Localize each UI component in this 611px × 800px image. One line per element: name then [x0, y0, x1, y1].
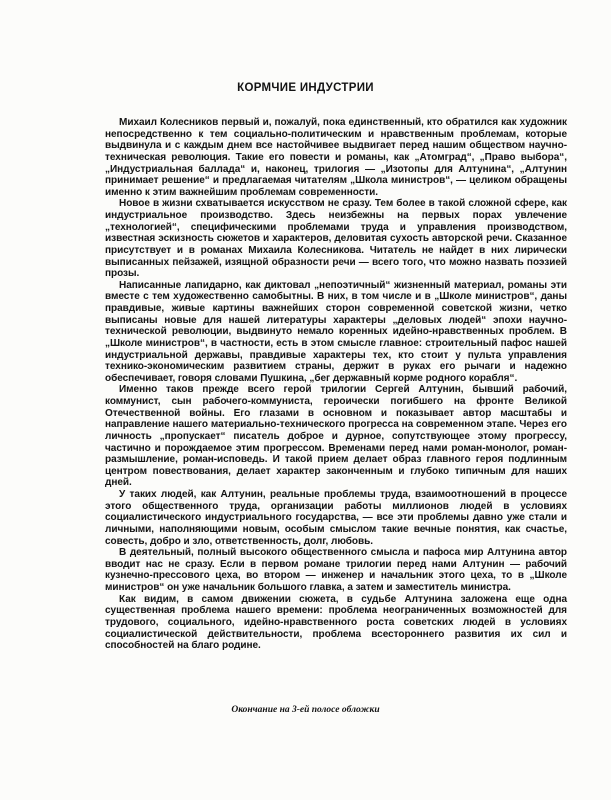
- paragraph: Написанные лапидарно, как диктовал „непоэтичный“ жизненный материал, романы эти вместе с тем художественно самобытны. В них, в том числе и в „Школе министров“, даны правдивые, живые картины важнейших сторон современной советской жизни, четко выписаны новые для нашей литературы характеры „деловых людей“ эпохи научно-технической революции, выдвинуто немало коренных идейно-нравственных проблем. В „Школе министров“, в частности, есть в этом смысле главное: строительный пафос нашей индустриальной державы, правдивые характеры тех, кто стоит у пульта управления технико-экономическим развитием страны, держит в руках его рычаги и надежно обеспечивает, говоря словами Пушкина, „бег державный корме родного корабля“.: [105, 279, 567, 384]
- article-title: КОРМЧИЕ ИНДУСТРИИ: [237, 82, 374, 94]
- paragraph: В деятельный, полный высокого общественного смысла и пафоса мир Алтунина автор вводит нас не сразу. Если в первом романе трилогии перед нами Алтунин — рабочий кузнечно-прессового цеха, во втором — инженер и начальник этого цеха, то в „Школе министров“ он уже начальник большого главка, а затем и заместитель министра.: [105, 547, 567, 593]
- paragraph: Как видим, в самом движении сюжета, в судьбе Алтунина заложена еще одна существенная проблема нашего времени: проблема неограниченных возможностей для трудового, социального, идейно-нравственного роста советских людей в условиях социалистической действительности, проблема всестороннего развития их сил и способностей на благо родине.: [105, 593, 567, 652]
- paragraph: Новое в жизни схватывается искусством не сразу. Тем более в такой сложной сфере, как индустриальное производство. Здесь неизбежны на первых порах увлечение „технологией“, специфическими проблемами труда и управления производством, известная эскизность сюжетов и характеров, деловитая сухость авторской речи. Сказанное присутствует и в романах Михаила Колесникова. Читатель не найдет в них лирически выписанных пейзажей, изящной образности речи — всего того, что можно назвать поэзией прозы.: [105, 198, 567, 280]
- paragraph: Именно таков прежде всего герой трилогии Сергей Алтунин, бывший рабочий, коммунист, сын рабочего-коммуниста, героически погибшего на фронте Великой Отечественной войны. Его глазами в основном и показывает автор масштабы и направление нашего материально-технического прогресса на современном этапе. Через его личность „пропускает“ писатель доброе и дурное, сопутствующее этому прогрессу, частично и порождаемое этим прогрессом. Временами перед нами роман-монолог, роман-размышление, роман-исповедь. И такой прием делает образ главного героя подлинным центром повествования, делает характер законченным и глубоко типичным для наших дней.: [105, 384, 567, 489]
- continuation-note: Окончание на 3-ей полосе обложки: [231, 705, 380, 715]
- paragraph: Михаил Колесников первый и, пожалуй, пока единственный, кто обратился как художник непосредственно к тем социально-политическим и нравственным проблемам, которые выдвинула и с каждым днем все настойчивее выдвигает перед нашим обществом научно-техническая революция. Такие его повести и романы, как „Атомград“, „Право выбора“, „Индустриальная баллада“ и, наконец, трилогия — „Изотопы для Алтунина“, „Алтунин принимает решение“ и предлагаемая читателям „Школа министров“, — целиком обращены именно к этим важнейшим проблемам современности.: [105, 117, 567, 198]
- paragraph: У таких людей, как Алтунин, реальные проблемы труда, взаимоотношений в процессе этого общественного труда, организации работы миллионов людей в условиях социалистического индустриального государства, — все эти проблемы давно уже стали и личными, наполняющими новым, особым смыслом такие вечные понятия, как счастье, совесть, добро и зло, ответственность, долг, любовь.: [105, 489, 567, 547]
- article-body: [105, 117, 567, 652]
